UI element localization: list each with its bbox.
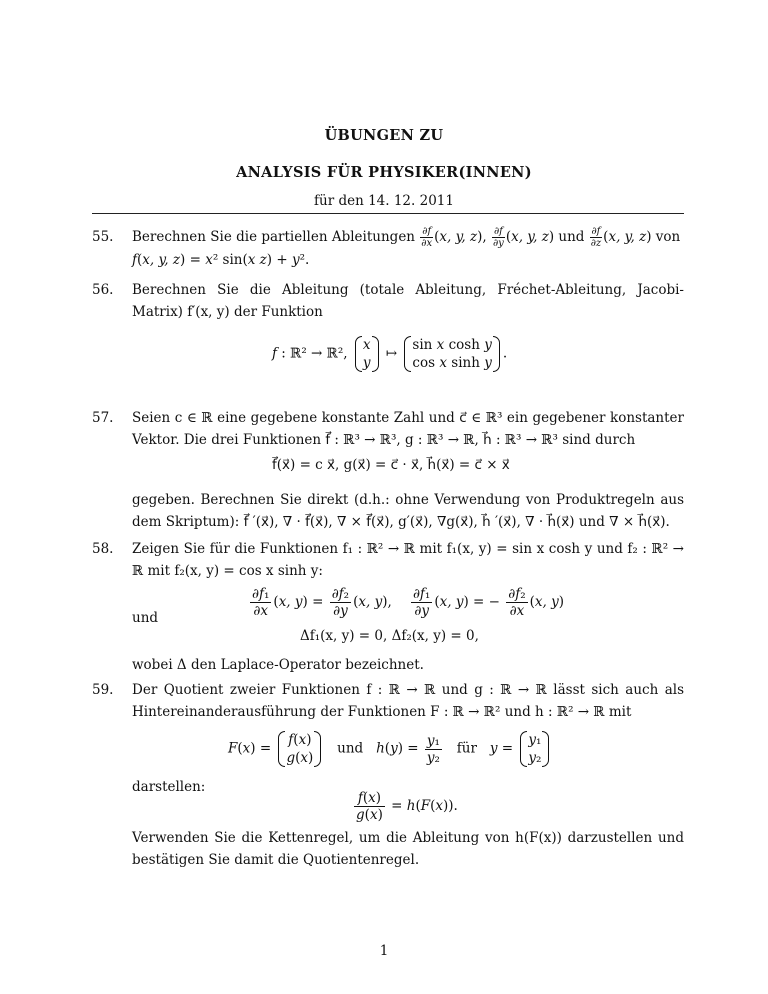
problem-58-text-after: wobei Δ den Laplace-Operator bezeichnet.: [132, 657, 424, 673]
input-vector: x y: [355, 336, 379, 372]
problem-58: [92, 538, 684, 582]
problem-57-after: [92, 489, 684, 533]
problem-59-text-after: Verwenden Sie die Kettenregel, um die Ableitung von h(F(x)) darzustellen und bestätigen Sie damit die Quotientenregel.: [132, 830, 684, 868]
problem-59-text: Der Quotient zweier Funktionen f : ℝ → ℝ und g : ℝ → ℝ lässt sich auch als Hintereinanderausführung der Funktionen F : ℝ → ℝ² und h : ℝ² → ℝ mit: [132, 682, 684, 720]
problem-56-text: Berechnen Sie die Ableitung (totale Ableitung, Fréchet-Ableitung, Jacobi-Matrix) f′(x, y) der Funktion: [132, 282, 684, 320]
partial-fy: $\frac{\partial f}{\partial y}$: [492, 226, 504, 249]
problem-57-text-after: gegeben. Berechnen Sie direkt (d.h.: ohne Verwendung von Produktregeln aus dem Skriptum): f⃗ ′(x⃗), ∇ · f⃗(x⃗), ∇ × f⃗(x⃗), g′(x⃗), ∇g(x⃗), h⃗ ′(x⃗), ∇ · h⃗(x⃗) und ∇ × h⃗(x⃗).: [132, 492, 684, 530]
darstellen-word: darstellen:: [132, 779, 206, 795]
partial-fx: $\frac{\partial f}{\partial x}$: [421, 226, 433, 249]
problem-59-display2: $\frac{f(x)}{g(x)}$ = h(F(x)).: [356, 790, 458, 823]
problem-59-display1: F(x) = f(x) g(x) und h(y) = $\frac{\text{y₁}}{\text{y₂}}$ für y = y₁ y₂: [228, 731, 552, 767]
problem-59: [92, 679, 684, 723]
problem-58-display1: $\frac{\text{∂f₁}}{\partial x}$ (x, y) = $\frac{\text{∂f₂}}{\partial y}$ (x, y), $\frac{\text{∂f₁}}{\partial y}$ (x, y) = − $\frac{\text{∂f₂}}{\partial x}$ (x, y): [252, 586, 565, 619]
problem-55: [92, 226, 684, 271]
problem-number: 58.: [92, 541, 114, 557]
und-word: und: [132, 610, 159, 626]
problem-56-display: f : ℝ² → ℝ², x y ↦ sin x cosh y cos x sinh y .: [272, 337, 508, 371]
title-line-1: ÜBUNGEN ZU: [324, 127, 444, 144]
problem-55-function: f(x, y, z) = x² sin(x z) + y².: [132, 252, 310, 268]
output-vector: sin x cosh y cos x sinh y: [404, 336, 499, 372]
problem-58-display2: Δf₁(x, y) = 0, Δf₂(x, y) = 0,: [300, 628, 479, 644]
problem-number: 56.: [92, 282, 114, 298]
problem-55-line1: Berechnen Sie die partiellen Ableitungen $\frac{\partial f}{\partial x}$ (x, y, z), $\frac{\partial f}{\partial y}$ (x, y, z) und $\frac{\partial f}{\partial z}$ (x, y, z) von: [132, 226, 681, 249]
problem-58-after: [92, 654, 684, 676]
header-rule: [92, 213, 684, 214]
page-number: 1: [379, 943, 389, 959]
date-line: für den 14. 12. 2011: [314, 193, 454, 209]
partial-fz: $\frac{\partial f}{\partial z}$: [590, 226, 602, 249]
y-vector: y₁ y₂: [520, 731, 549, 767]
problem-58-text: Zeigen Sie für die Funktionen f₁ : ℝ² → ℝ mit f₁(x, y) = sin x cosh y und f₂ : ℝ² → ℝ mit f₂(x, y) = cos x sinh y:: [132, 541, 684, 579]
problem-number: 55.: [92, 229, 114, 245]
title-line-2: ANALYSIS FÜR PHYSIKER(INNEN): [236, 164, 532, 181]
problem-number: 57.: [92, 410, 114, 426]
problem-58-und: [92, 607, 684, 629]
problem-number: 59.: [92, 682, 114, 698]
problem-57: [92, 407, 684, 451]
F-vector: f(x) g(x): [278, 731, 321, 767]
problem-56: [92, 279, 684, 323]
problem-57-text: Seien c ∈ ℝ eine gegebene konstante Zahl und c⃗ ∈ ℝ³ ein gegebener konstanter Vektor. Die drei Funktionen f⃗ : ℝ³ → ℝ³, g : ℝ³ → ℝ, h⃗ : ℝ³ → ℝ³ sind durch: [132, 410, 684, 448]
problem-59-after: [92, 827, 684, 871]
problem-57-display: f⃗(x⃗) = c x⃗, g(x⃗) = c⃗ · x⃗, h⃗(x⃗) = c⃗ × x⃗: [272, 457, 510, 473]
